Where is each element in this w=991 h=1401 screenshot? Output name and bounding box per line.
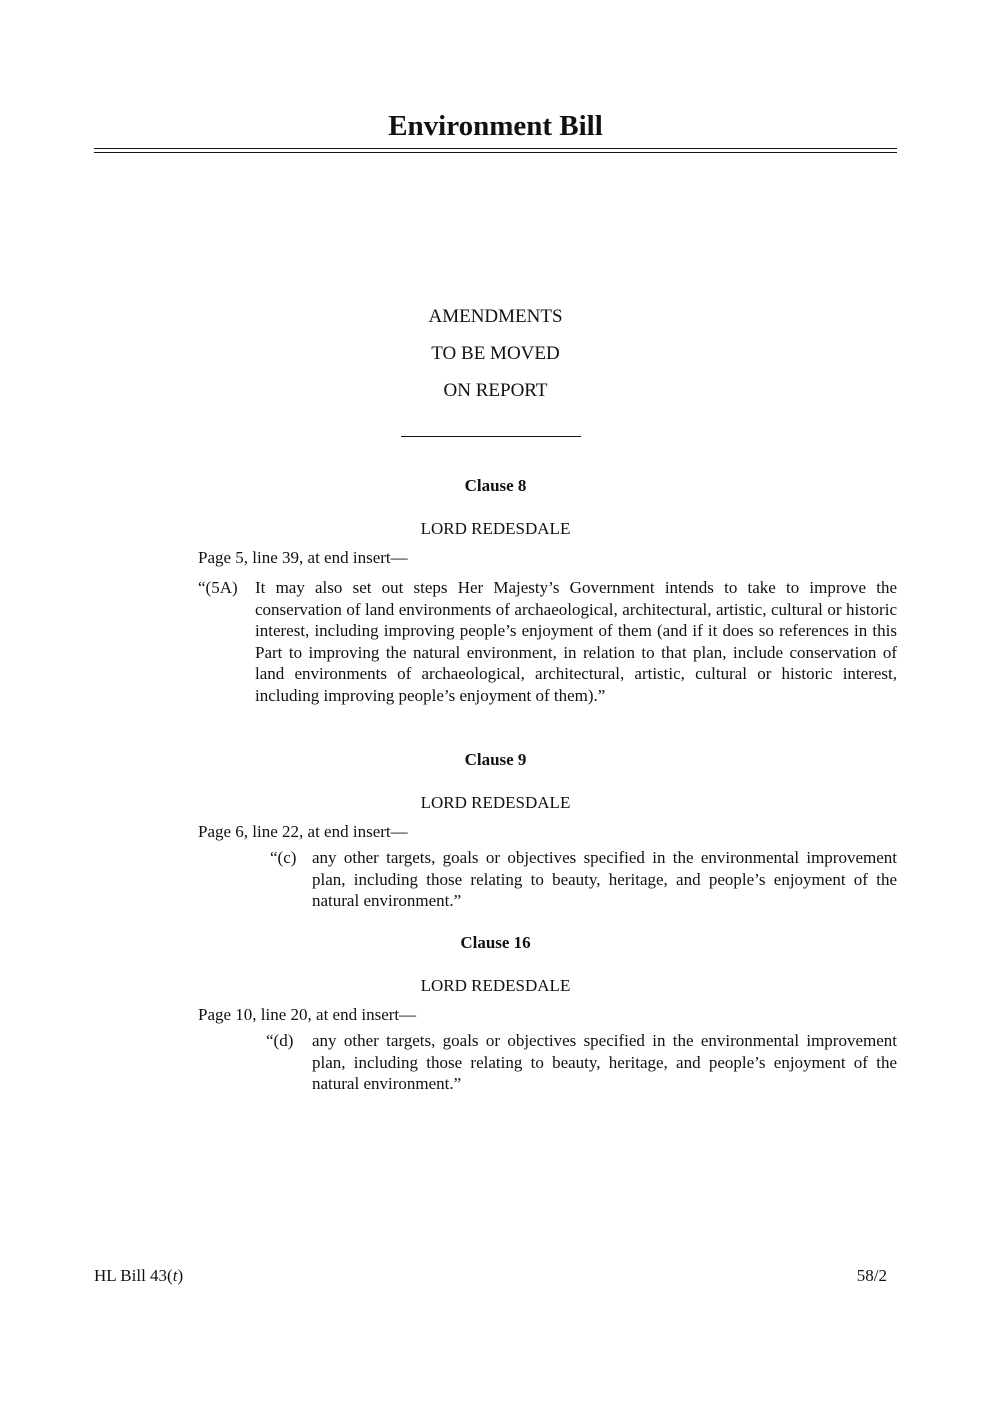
amendment-text-block [270, 847, 897, 913]
clause-heading: Clause 16 [460, 933, 531, 952]
proposer-name: LORD REDESDALE [420, 976, 571, 995]
proposer-name: LORD REDESDALE [420, 793, 571, 812]
amendment-text: any other targets, goals or objectives specified in the environmental improvement plan, including those relating to beauty, heritage, and people’s enjoyment of the natural environment.” [312, 1031, 897, 1094]
amendment-text: any other targets, goals or objectives specified in the environmental improvement plan, including those relating to beauty, heritage, and people’s enjoyment of the natural environment.” [312, 848, 897, 911]
amendment-text-block [266, 1030, 897, 1096]
title-rule-lower [94, 152, 897, 153]
amendment-text: It may also set out steps Her Majesty’s Government intends to take to improve the conservation of land environments of archaeological, architectural, artistic, cultural or historic interest, including improving people’s enjoyment of them (and if it does so references in this Part to improving the natural environment, in relation to that plan, include conservation of land environments of archaeological, architectural, artistic, cultural or historic interest, including improving people’s enjoyment of them).” [255, 578, 897, 705]
heading-divider [401, 436, 581, 437]
proposer-name: LORD REDESDALE [420, 519, 571, 538]
subsection-number: “(5A) [198, 578, 238, 597]
page-line-reference: Page 6, line 22, at end insert— [198, 822, 408, 841]
bill-reference-suffix: ) [177, 1266, 184, 1285]
bill-reference-prefix: HL Bill 43( [94, 1266, 173, 1285]
page-line-reference: Page 10, line 20, at end insert— [198, 1005, 417, 1024]
clause-heading: Clause 9 [464, 750, 527, 769]
heading-on-report: ON REPORT [443, 380, 548, 401]
clause-heading: Clause 8 [464, 476, 527, 495]
paragraph-letter: “(c) [270, 848, 297, 867]
paragraph-letter: “(d) [266, 1031, 294, 1050]
page-code: 58/2 [856, 1266, 887, 1285]
page-line-reference: Page 5, line 39, at end insert— [198, 548, 408, 567]
heading-to-be-moved: TO BE MOVED [431, 343, 560, 364]
amendment-text-block [198, 577, 897, 729]
heading-amendments: AMENDMENTS [428, 306, 563, 327]
bill-reference [94, 1265, 183, 1287]
title-rule-upper [94, 148, 897, 149]
bill-reference-print-letter: t [172, 1266, 178, 1285]
page-title: Environment Bill [388, 110, 603, 142]
